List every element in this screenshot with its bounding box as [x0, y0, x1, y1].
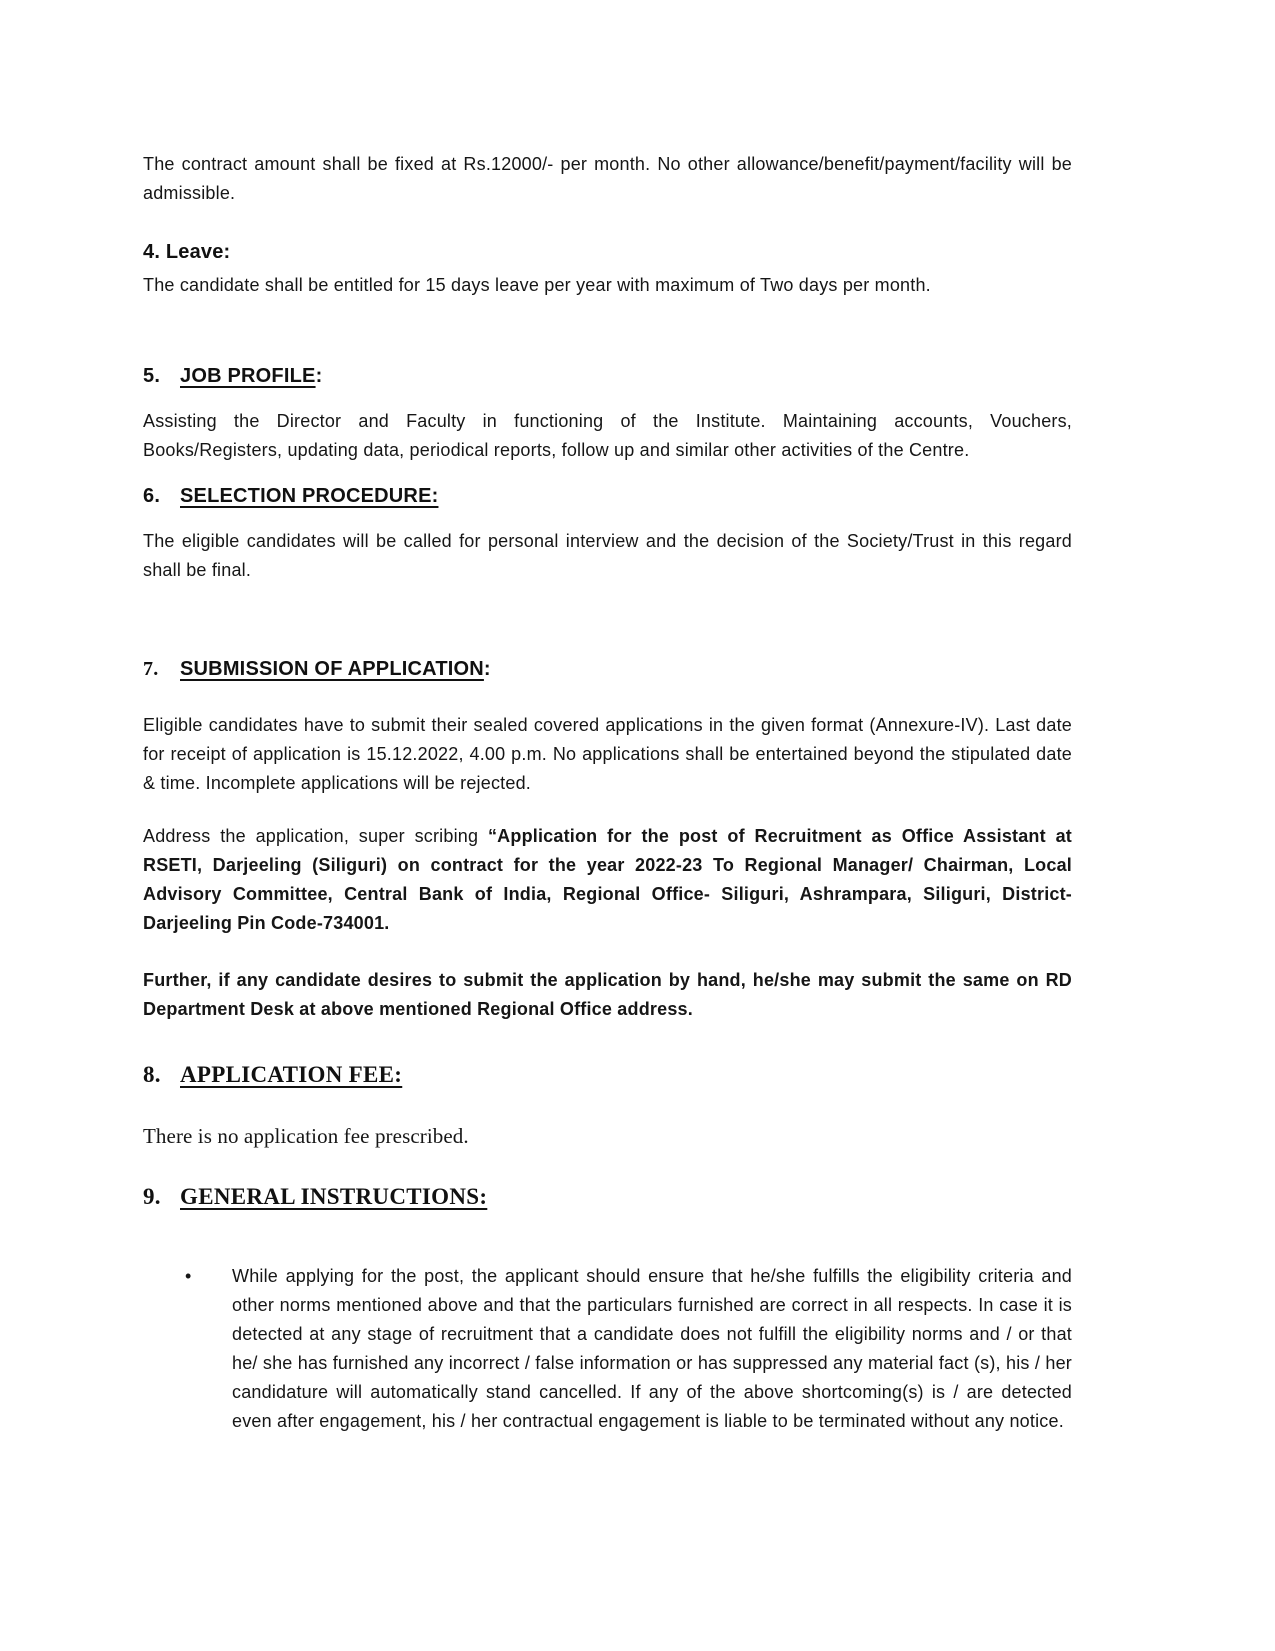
- job-profile-title: JOB PROFILE: [180, 365, 316, 387]
- general-instructions-number: 9.: [143, 1184, 161, 1209]
- selection-procedure-title: SELECTION PROCEDURE:: [180, 485, 439, 507]
- section-heading-submission: [143, 655, 1072, 683]
- bullet-icon: •: [185, 1266, 192, 1286]
- section-heading-application-fee: [143, 1060, 1072, 1090]
- general-instruction-text: While applying for the post, the applicant should ensure that he/she fulfills the eligibility criteria and other norms mentioned above and that the particulars furnished are correct in all respects. In case it is detected at any stage of recruitment that a candidate does not fulfill the eligibility norms and / or that he/ she has furnished any incorrect / false information or has suppressed any material fact (s), his / her candidature will automatically stand cancelled. If any of the above shortcoming(s) is / are detected even after engagement, his / her contractual engagement is liable to be terminated without any notice.: [232, 1266, 1072, 1431]
- leave-paragraph: The candidate shall be entitled for 15 days leave per year with maximum of Two days per month.: [143, 275, 931, 295]
- application-fee-number: 8.: [143, 1062, 161, 1087]
- section-heading-selection-procedure: [143, 482, 1072, 510]
- contract-amount-paragraph: The contract amount shall be fixed at Rs.12000/- per month. No other allowance/benefit/payment/facility will be admissible.: [143, 154, 1072, 203]
- address-normal-text: Address the application, super scribing: [143, 826, 488, 846]
- section-heading-general-instructions: [143, 1182, 1072, 1212]
- further-hand-delivery-paragraph: Further, if any candidate desires to submit the application by hand, he/she may submit the same on RD Department Desk at above mentioned Regional Office address.: [143, 970, 1072, 1019]
- application-fee-title: APPLICATION FEE:: [180, 1062, 403, 1087]
- general-instruction-item: [143, 1262, 1072, 1436]
- selection-procedure-number: 6.: [143, 485, 161, 507]
- submission-title: SUBMISSION OF APPLICATION: [180, 658, 484, 680]
- address-paragraph: [143, 822, 1072, 938]
- job-profile-number: 5.: [143, 365, 161, 387]
- selection-procedure-paragraph: The eligible candidates will be called for personal interview and the decision of the Society/Trust in this regard shall be final.: [143, 531, 1072, 580]
- submission-colon: :: [483, 658, 491, 680]
- address-bold-text: “Application for the post of Recruitment as Office Assistant at RSETI, Darjeeling (Siliguri) on contract for the year 2022-23 To Regional Manager/ Chairman, Local Advisory Committee, Central Bank of India, Regional Office- Siliguri, Ashrampara, Siliguri, District- Darjeeling Pin Code-734001.: [143, 826, 1072, 933]
- application-fee-paragraph: There is no application fee prescribed.: [143, 1124, 469, 1148]
- section-heading-job-profile: [143, 362, 1072, 390]
- general-instructions-title: GENERAL INSTRUCTIONS:: [180, 1184, 488, 1209]
- submission-number: 7.: [143, 658, 159, 680]
- submission-paragraph: Eligible candidates have to submit their sealed covered applications in the given format (Annexure-IV). Last date for receipt of application is 15.12.2022, 4.00 p.m. No applications shall be entertained beyond the stipulated date & time. Incomplete applications will be rejected.: [143, 715, 1072, 793]
- leave-heading-text: 4. Leave:: [143, 241, 231, 263]
- job-profile-paragraph: Assisting the Director and Faculty in functioning of the Institute. Maintaining accounts, Vouchers, Books/Registers, updating data, periodical reports, follow up and similar other activities of the Centre.: [143, 411, 1072, 460]
- job-profile-colon: :: [315, 365, 323, 387]
- section-heading-leave: [143, 238, 1072, 266]
